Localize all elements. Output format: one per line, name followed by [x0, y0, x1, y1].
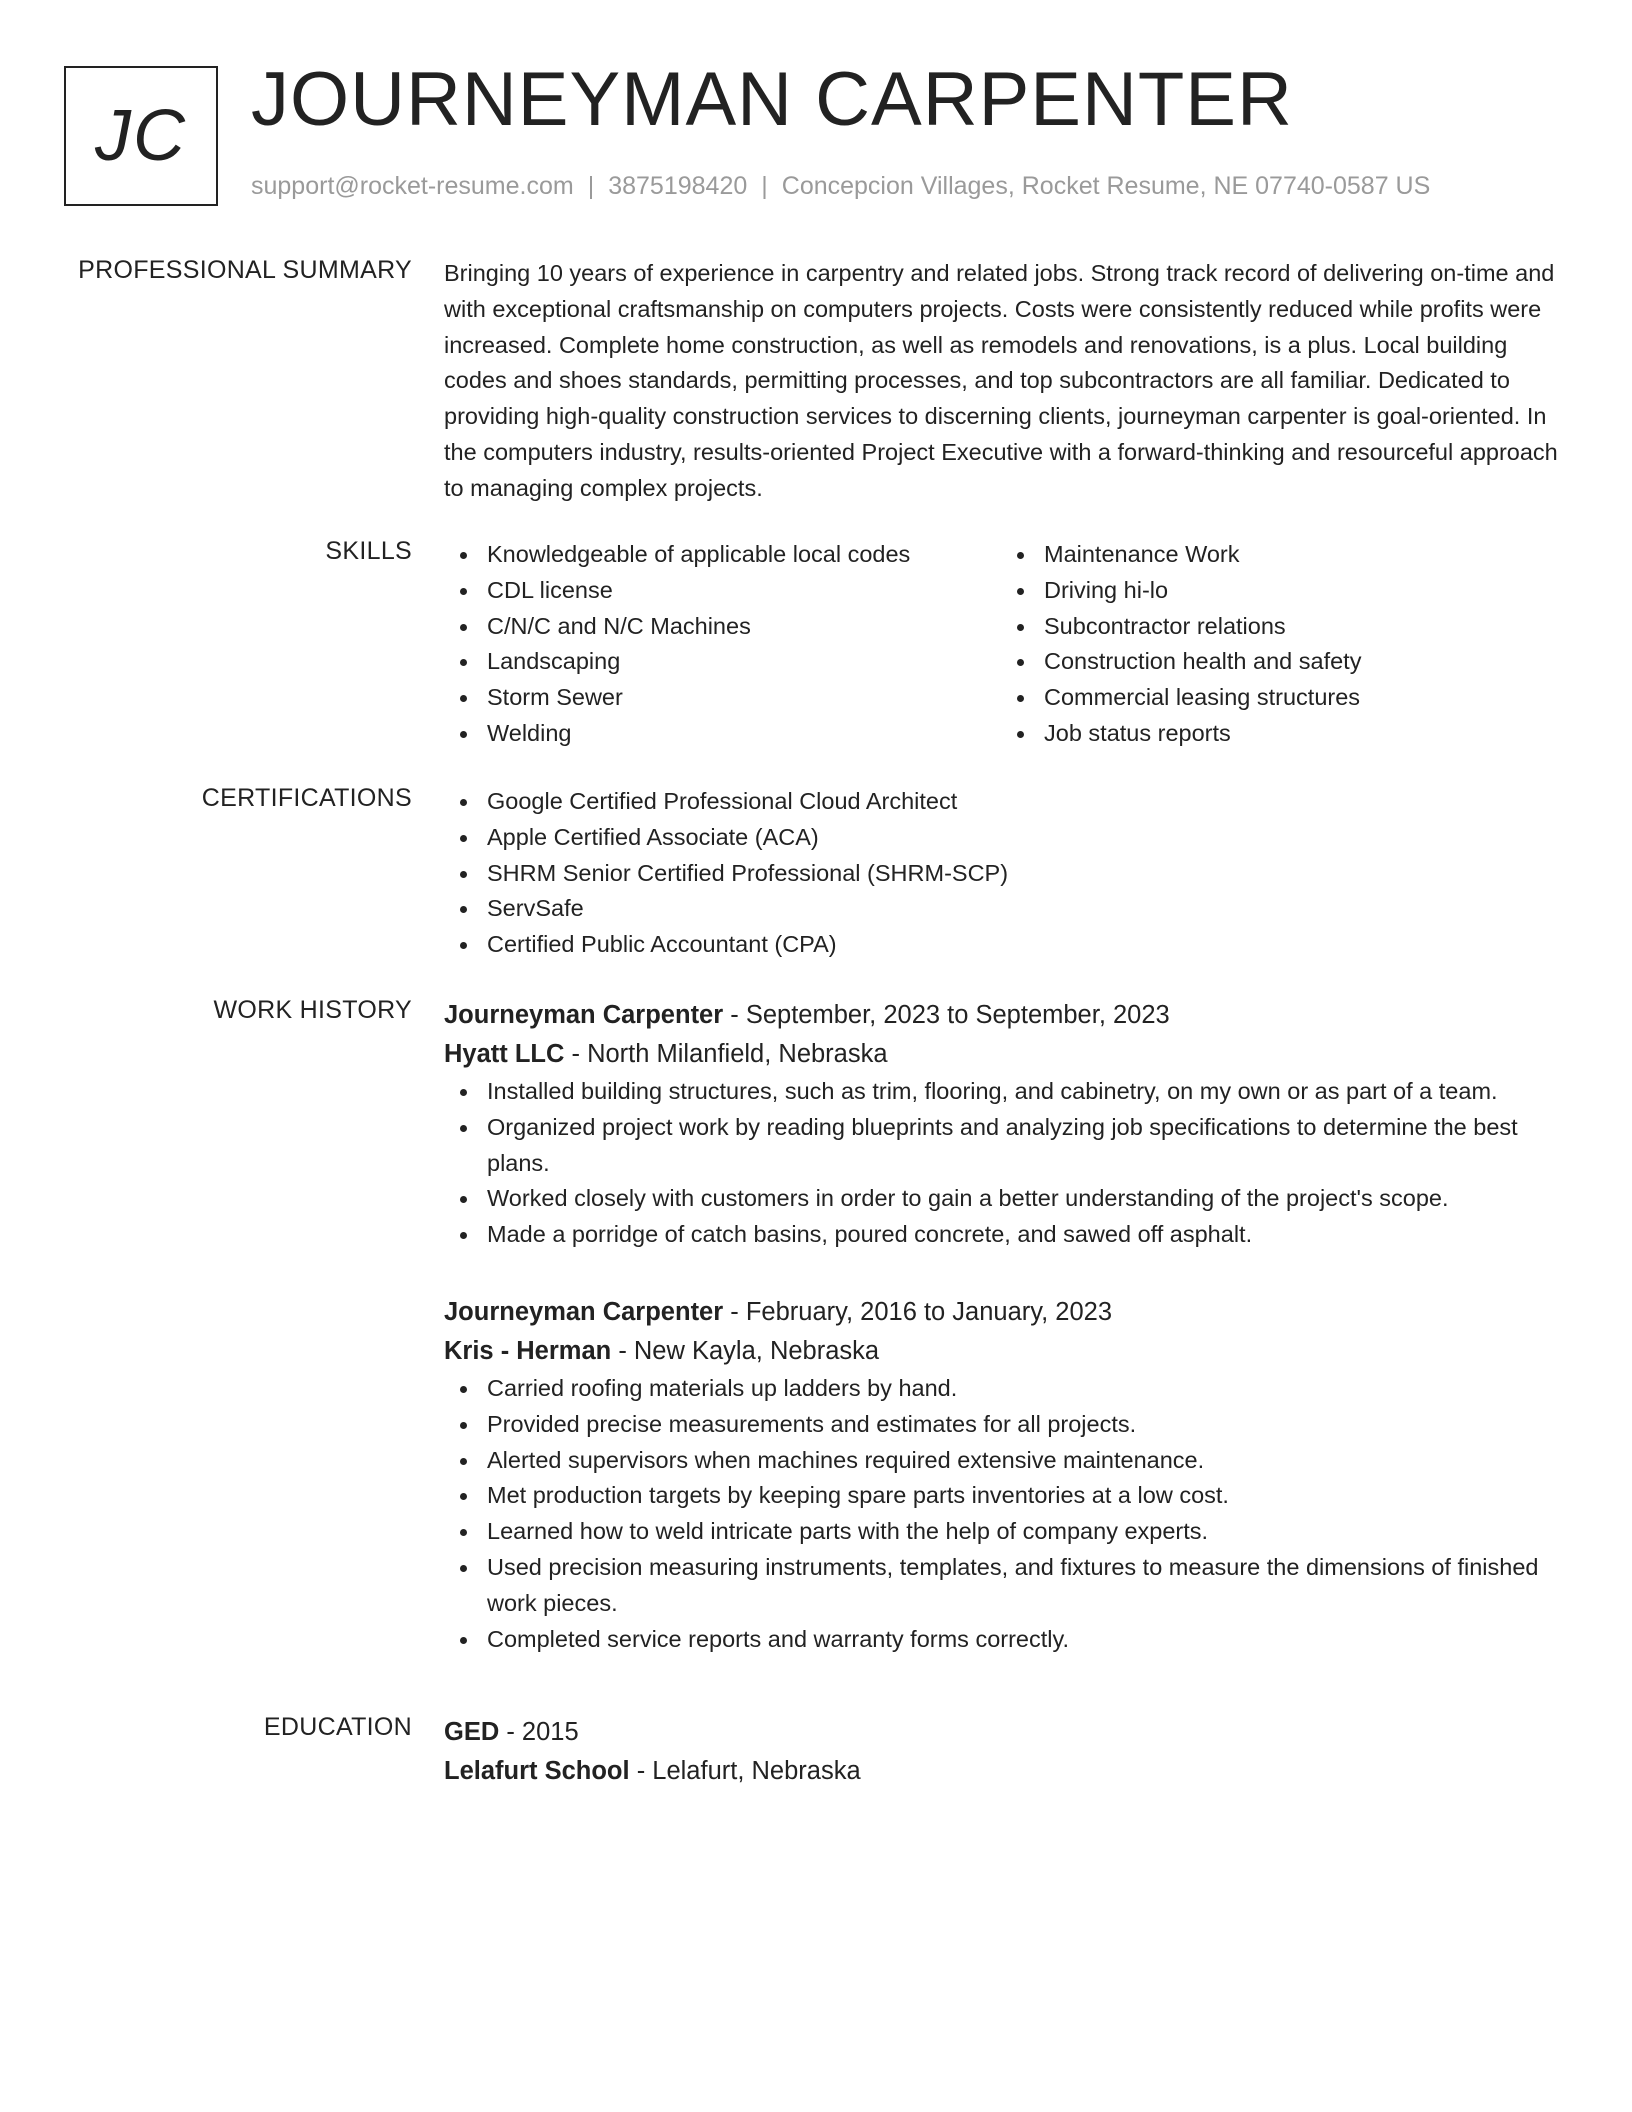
job-company-line [444, 1035, 1558, 1074]
job-title-line [444, 996, 1558, 1035]
summary-text: Bringing 10 years of experience in carpentry and related jobs. Strong track record of delivering on-time and with exceptional craftsmanship on computers projects. Costs were consistently reduced while profits were increased. Complete home construction, as well as remodels and renovations, is a plus. Local building codes and shoes standards, permitting processes, and top subcontractors are all familiar. Dedicated to providing high-quality construction services to discerning clients, journeyman carpenter is goal-oriented. In the computers industry, results-oriented Project Executive with a forward-thinking and resourceful approach to managing complex projects. [444, 260, 1558, 501]
job-title-line [444, 1293, 1558, 1332]
job-duty-item: Organized project work by reading blueprints and analyzing job specifications to determine the best plans. [487, 1110, 1558, 1182]
job-duty-item: Learned how to weld intricate parts with the help of company experts. [487, 1514, 1558, 1550]
job-duties-list [444, 1371, 1558, 1657]
work-history-body [444, 996, 1558, 1657]
skill-item: Welding [487, 716, 1001, 752]
skill-item: Storm Sewer [487, 680, 1001, 716]
monogram-box [64, 66, 218, 206]
skills-list-right [1001, 537, 1558, 752]
job-location: - North Milanfield, Nebraska [564, 1040, 888, 1068]
education-heading: EDUCATION [263, 1713, 412, 1741]
job-duty-item: Alerted supervisors when machines required extensive maintenance. [487, 1443, 1558, 1479]
work-history-heading: WORK HISTORY [213, 996, 412, 1024]
summary-heading: PROFESSIONAL SUMMARY [78, 256, 412, 284]
skill-item: Commercial leasing structures [1044, 680, 1558, 716]
job-dates: - February, 2016 to January, 2023 [723, 1297, 1113, 1326]
contact-phone: 3875198420 [608, 172, 748, 200]
job-duty-item: Worked closely with customers in order to gain a better understanding of the project's scope. [487, 1181, 1558, 1217]
certifications-heading: CERTIFICATIONS [201, 784, 412, 812]
education-year: - 2015 [499, 1718, 579, 1746]
skill-item: Job status reports [1044, 716, 1558, 752]
job-duty-item: Completed service reports and warranty forms correctly. [487, 1622, 1558, 1658]
skill-item: Maintenance Work [1044, 537, 1558, 573]
job-duty-item: Met production targets by keeping spare parts inventories at a low cost. [487, 1478, 1558, 1514]
skill-item: Driving hi-lo [1044, 573, 1558, 609]
skills-heading: SKILLS [325, 537, 412, 565]
skill-item: Subcontractor relations [1044, 609, 1558, 645]
job-duty-item: Made a porridge of catch basins, poured concrete, and sawed off asphalt. [487, 1217, 1558, 1253]
job-company-line [444, 1332, 1558, 1371]
certifications-list [444, 784, 1558, 963]
education-school-line [444, 1752, 1558, 1791]
skill-item: Landscaping [487, 644, 1001, 680]
job-duty-item: Installed building structures, such as trim, flooring, and cabinetry, on my own or as part of a team. [487, 1074, 1558, 1110]
summary-body [444, 256, 1558, 507]
job-duties-list [444, 1074, 1558, 1253]
certification-item: Certified Public Accountant (CPA) [487, 927, 1558, 963]
contact-email: support@rocket-resume.com [251, 172, 574, 200]
education-school: Lelafurt School [444, 1757, 630, 1785]
contact-line [251, 172, 1430, 201]
monogram-initials: JC [95, 96, 187, 176]
certification-item: Apple Certified Associate (ACA) [487, 820, 1558, 856]
job-dates: - September, 2023 to September, 2023 [723, 1001, 1170, 1029]
certification-item: Google Certified Professional Cloud Architect [487, 784, 1558, 820]
job-title: Journeyman Carpenter [444, 1001, 724, 1029]
education-body [444, 1713, 1558, 1791]
skill-item: Knowledgeable of applicable local codes [487, 537, 1001, 573]
job-duty-item: Carried roofing materials up ladders by hand. [487, 1371, 1558, 1407]
skills-body [444, 537, 1558, 752]
skill-item: C/N/C and N/C Machines [487, 609, 1001, 645]
job-entry [444, 996, 1558, 1253]
job-duty-item: Used precision measuring instruments, templates, and fixtures to measure the dimensions of finished work pieces. [487, 1550, 1558, 1622]
resume-title: JOURNEYMAN CARPENTER [251, 57, 1293, 142]
contact-address: Concepcion Villages, Rocket Resume, NE 07740-0587 US [781, 172, 1431, 200]
job-location: - New Kayla, Nebraska [611, 1336, 880, 1365]
certifications-body [444, 784, 1558, 963]
skill-item: Construction health and safety [1044, 644, 1558, 680]
certification-item: SHRM Senior Certified Professional (SHRM-SCP) [487, 856, 1558, 892]
job-title: Journeyman Carpenter [444, 1297, 724, 1326]
education-location: - Lelafurt, Nebraska [629, 1757, 861, 1785]
job-company: Kris - Herman [444, 1336, 612, 1365]
skill-item: CDL license [487, 573, 1001, 609]
skills-list-left [444, 537, 1001, 752]
job-entry [444, 1293, 1558, 1657]
job-company: Hyatt LLC [444, 1040, 565, 1068]
contact-separator: | [761, 172, 768, 200]
education-degree: GED [444, 1718, 500, 1746]
education-degree-line [444, 1713, 1558, 1752]
job-duty-item: Provided precise measurements and estimates for all projects. [487, 1407, 1558, 1443]
contact-separator: | [587, 172, 595, 200]
certification-item: ServSafe [487, 891, 1558, 927]
